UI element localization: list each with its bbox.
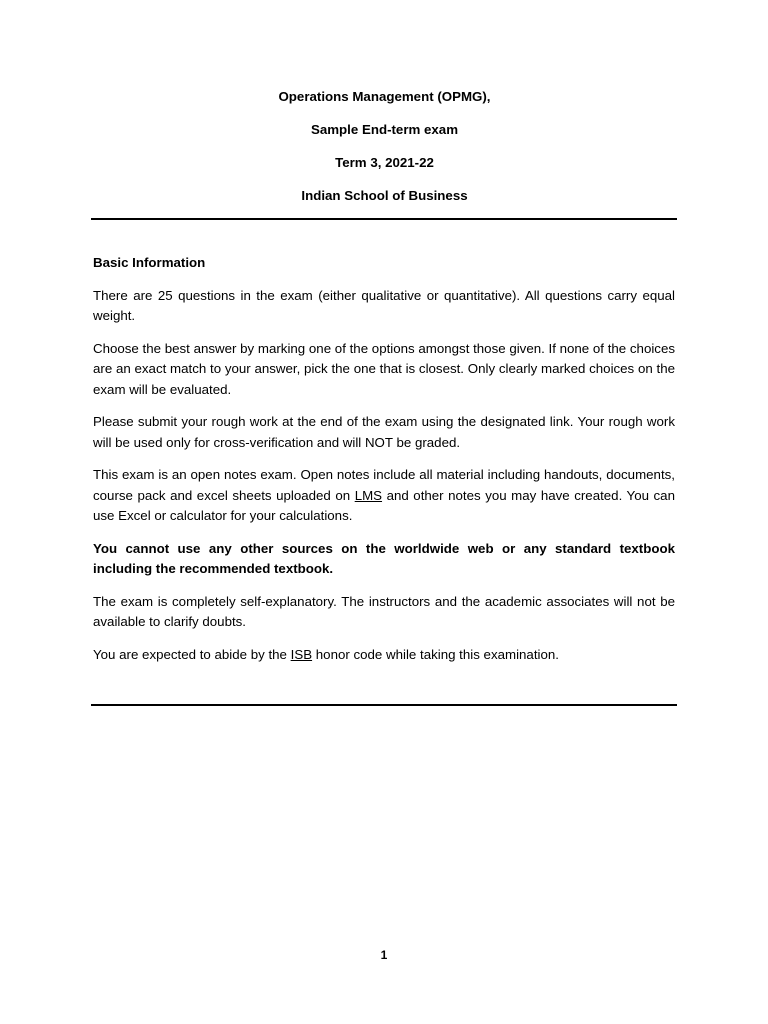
instructions-body bbox=[93, 253, 675, 677]
page-number: 1 bbox=[380, 948, 388, 962]
lms-underlined-text: LMS bbox=[354, 487, 383, 503]
paragraph-honor-code bbox=[93, 645, 675, 666]
document-title-block bbox=[92, 87, 677, 219]
paragraph-self-explanatory: The exam is completely self-explanatory. The instructors and the academic associates will not be available to clarify doubts. bbox=[93, 593, 675, 629]
term-title: Term 3, 2021-22 bbox=[335, 155, 434, 170]
open-notes-text-after: and other notes you may have created. You can use Excel or calculator for your calculations. bbox=[93, 487, 675, 523]
school-title: Indian School of Business bbox=[301, 188, 468, 203]
paragraph-questions: There are 25 questions in the exam (either qualitative or quantitative). All questions carry equal weight. bbox=[93, 287, 675, 323]
paragraph-choices: Choose the best answer by marking one of the options amongst those given. If none of the choices are an exact match to your answer, pick the one that is closest. Only clearly marked choices on the exam will be evaluated. bbox=[93, 340, 675, 397]
honor-code-text-after: honor code while taking this examination. bbox=[312, 646, 559, 662]
open-notes-text-before: This exam is an open notes exam. Open notes include all material including handouts, documents, course pack and excel sheets uploaded on bbox=[93, 467, 675, 503]
paragraph-restriction: You cannot use any other sources on the worldwide web or any standard textbook including the recommended textbook. bbox=[93, 540, 675, 576]
isb-underlined-text: ISB bbox=[290, 646, 313, 662]
course-title: Operations Management (OPMG), bbox=[278, 89, 491, 104]
paragraph-rough-work: Please submit your rough work at the end of the exam using the designated link. Your rough work will be used only for cross-verification and will NOT be graded. bbox=[93, 414, 675, 450]
top-divider bbox=[91, 218, 677, 220]
paragraph-open-notes bbox=[93, 465, 675, 527]
bottom-divider bbox=[91, 704, 677, 706]
section-heading: Basic Information bbox=[93, 255, 206, 270]
honor-code-text-before: You are expected to abide by the bbox=[93, 646, 291, 662]
exam-title: Sample End-term exam bbox=[310, 122, 459, 137]
